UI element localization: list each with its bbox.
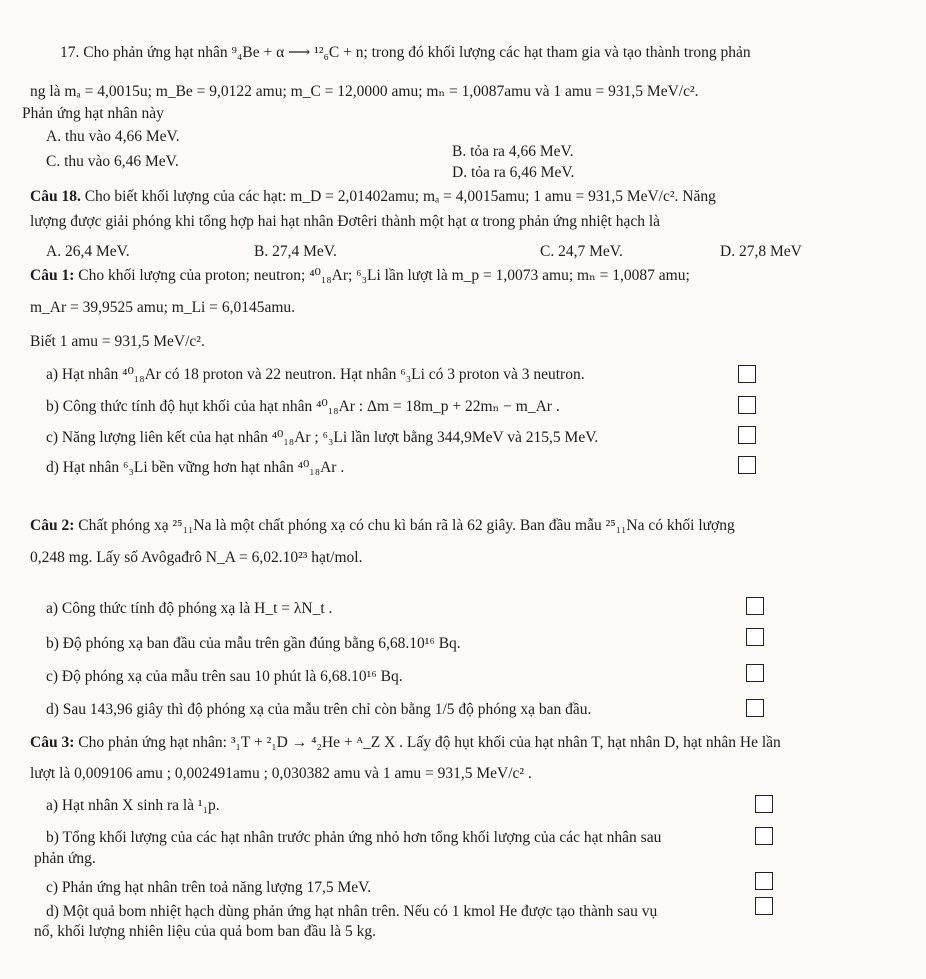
c3-checkbox-d[interactable] <box>755 897 773 915</box>
c2-stem-line2: 0,248 mg. Lấy số Avôgađrô N_A = 6,02.10²³ hạt/mol. <box>30 549 363 566</box>
c1-statement-b: b) Công thức tính độ hụt khối của hạt nhân ⁴⁰₁₈Ar : Δm = 18m_p + 22mₙ − m_Ar . <box>46 398 560 415</box>
q17-option-c: C. thu vào 6,46 MeV. <box>46 153 179 170</box>
c2-checkbox-b[interactable] <box>746 628 764 646</box>
c3-statement-a: a) Hạt nhân X sinh ra là ¹₁p. <box>46 797 220 814</box>
c3-statement-d-line1: d) Một quả bom nhiệt hạch dùng phản ứng hạt nhân trên. Nếu có 1 kmol He được tạo thành sau vụ <box>46 903 658 920</box>
c2-statement-c: c) Độ phóng xạ của mẫu trên sau 10 phút là 6,68.10¹⁶ Bq. <box>46 668 403 685</box>
c2-checkbox-d[interactable] <box>746 699 764 717</box>
c3-stem-line2: lượt là 0,009106 amu ; 0,002491amu ; 0,030382 amu và 1 amu = 931,5 MeV/c² . <box>30 765 532 782</box>
c3-statement-d-line2: nổ, khối lượng nhiên liệu của quả bom ban đầu là 5 kg. <box>34 923 377 940</box>
c1-stem-line3: Biết 1 amu = 931,5 MeV/c². <box>30 333 205 350</box>
c2-label: Câu 2: <box>30 517 75 534</box>
c3-statement-b-line2: phản ứng. <box>34 850 96 867</box>
q18-label: Câu 18. <box>30 188 81 205</box>
c1-stem-text: Cho khối lượng của proton; neutron; ⁴⁰₁₈Ar; ⁶₃Li lần lượt là m_p = 1,0073 amu; mₙ = 1,0087 amu; <box>74 267 690 284</box>
c3-checkbox-c[interactable] <box>755 872 773 890</box>
c3-stem-line1 <box>30 733 781 753</box>
q18-option-c: C. 24,7 MeV. <box>540 243 623 260</box>
q18-stem-text: Cho biết khối lượng của các hạt: m_D = 2,01402amu; mₐ = 4,0015amu; 1 amu = 931,5 MeV/c². Năng <box>80 188 716 205</box>
c3-label: Câu 3: <box>30 734 75 751</box>
c2-checkbox-c[interactable] <box>746 664 764 682</box>
c3-checkbox-b[interactable] <box>755 827 773 845</box>
c1-stem-line2: m_Ar = 39,9525 amu; m_Li = 6,0145amu. <box>30 299 296 316</box>
q18-stem-line2: lượng được giải phóng khi tổng hợp hai hạt nhân Đơtêri thành một hạt α trong phản ứng nhiệt hạch là <box>30 213 661 230</box>
c1-statement-c: c) Năng lượng liên kết của hạt nhân ⁴⁰₁₈Ar ; ⁶₃Li lần lượt bằng 344,9MeV và 215,5 MeV. <box>46 429 599 446</box>
c1-checkbox-c[interactable] <box>738 426 756 444</box>
q17-option-d: D. tỏa ra 6,46 MeV. <box>452 164 575 181</box>
c3-statement-c: c) Phản ứng hạt nhân trên toả năng lượng 17,5 MeV. <box>46 879 372 896</box>
q17-option-b: B. tỏa ra 4,66 MeV. <box>452 143 574 160</box>
c1-checkbox-d[interactable] <box>738 456 756 474</box>
q18-option-a: A. 26,4 MeV. <box>46 243 130 260</box>
c3-statement-b-line1: b) Tổng khối lượng của các hạt nhân trước phản ứng nhỏ hơn tổng khối lượng của các hạt nhân sau <box>46 829 662 846</box>
q17-stem-line2: ng là mₐ = 4,0015u; m_Be = 9,0122 amu; m_C = 12,0000 amu; mₙ = 1,0087amu và 1 amu = 931,5 MeV/c². <box>30 83 699 100</box>
c2-stem-text: Chất phóng xạ ²⁵₁₁Na là một chất phóng xạ có chu kì bán rã là 62 giây. Ban đầu mẫu ²⁵₁₁Na có khối lượng <box>74 517 735 534</box>
q17-stem-line3: Phản ứng hạt nhân này <box>22 105 164 122</box>
q18-stem-line1 <box>30 187 716 207</box>
c3-stem-text: Cho phản ứng hạt nhân: ³₁T + ²₁D → ⁴₂He + ᴬ_Z X . Lấy độ hụt khối của hạt nhân T, hạt nhân D, hạt nhân He lần <box>74 734 781 751</box>
c2-stem-line1 <box>30 516 735 536</box>
q17-stem-line1: 17. Cho phản ứng hạt nhân ⁹₄Be + α ⟶ ¹²₆C + n; trong đó khối lượng các hạt tham gia và tạo thành trong phản <box>60 44 751 61</box>
c1-stem-line1 <box>30 266 690 286</box>
c1-statement-a: a) Hạt nhân ⁴⁰₁₈Ar có 18 proton và 22 neutron. Hạt nhân ⁶₃Li có 3 proton và 3 neutron. <box>46 366 585 383</box>
c3-checkbox-a[interactable] <box>755 795 773 813</box>
c2-checkbox-a[interactable] <box>746 597 764 615</box>
q18-option-d: D. 27,8 MeV <box>720 243 802 260</box>
c2-statement-a: a) Công thức tính độ phóng xạ là H_t = λN_t . <box>46 600 333 617</box>
c1-label: Câu 1: <box>30 267 75 284</box>
c1-checkbox-a[interactable] <box>738 365 756 383</box>
q17-option-a: A. thu vào 4,66 MeV. <box>46 128 180 145</box>
q18-option-b: B. 27,4 MeV. <box>254 243 337 260</box>
c1-statement-d: d) Hạt nhân ⁶₃Li bền vững hơn hạt nhân ⁴⁰₁₈Ar . <box>46 459 345 476</box>
c2-statement-d: d) Sau 143,96 giây thì độ phóng xạ của mẫu trên chỉ còn bằng 1/5 độ phóng xạ ban đầu. <box>46 701 592 718</box>
c2-statement-b: b) Độ phóng xạ ban đầu của mẫu trên gần đúng bằng 6,68.10¹⁶ Bq. <box>46 635 461 652</box>
c1-checkbox-b[interactable] <box>738 396 756 414</box>
